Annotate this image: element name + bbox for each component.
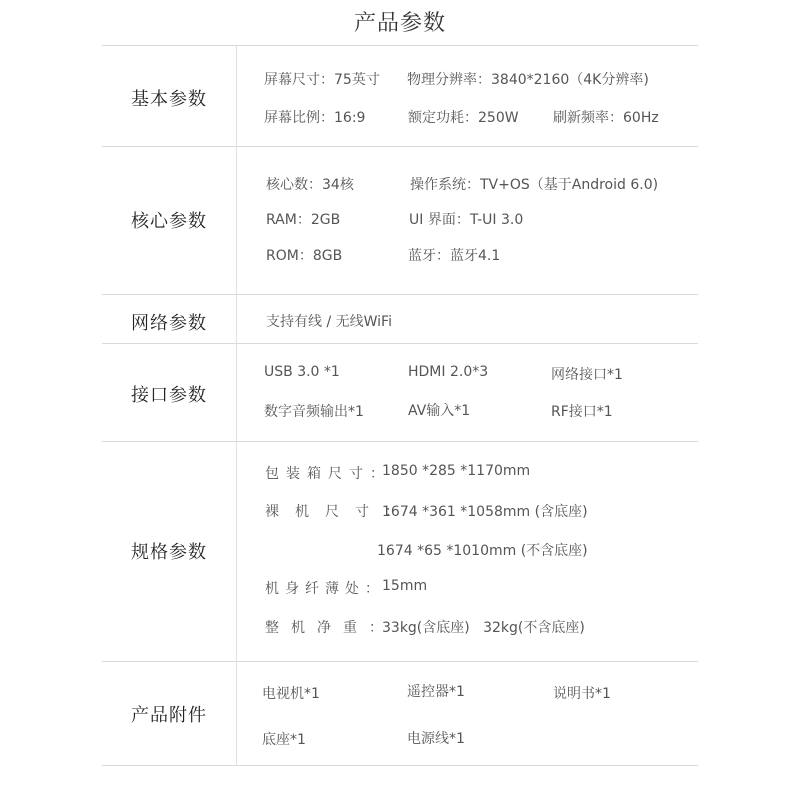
spec-bare-label: 裸机尺寸： [265,504,415,520]
divider [102,661,698,662]
section-label-ports: 接口参数 [131,385,207,406]
spec-ui: UI 界面：T-UI 3.0 [409,212,524,228]
spec-ram: RAM：2GB [266,212,341,228]
section-label-core: 核心参数 [131,211,207,232]
spec-port-audio: 数字音频输出*1 [264,404,364,420]
divider [102,441,698,442]
spec-os: 操作系统：TV+OS（基于Android 6.0) [410,177,659,193]
accessory-remote: 遥控器*1 [407,684,465,700]
column-divider [236,45,237,765]
spec-thin-value: 15mm [382,578,428,594]
divider [102,765,698,766]
accessory-manual: 说明书*1 [553,686,611,702]
spec-network: 支持有线 / 无线WiFi [266,314,392,330]
spec-weight-label: 整机净重： [265,620,395,636]
spec-bluetooth: 蓝牙：蓝牙4.1 [408,248,501,264]
page-title: 产品参数 [353,11,446,36]
accessory-tv: 电视机*1 [262,686,320,702]
spec-screen-size: 屏幕尺寸：75英寸 [264,72,380,88]
spec-package-value: 1850 *285 *1170mm [382,463,531,479]
section-label-specs: 规格参数 [131,542,207,563]
spec-bare-without-base: 1674 *65 *1010mm (不含底座) [377,543,588,559]
divider [102,343,698,344]
spec-port-usb: USB 3.0 *1 [264,364,340,380]
spec-port-network: 网络接口*1 [551,367,623,383]
section-label-accessories: 产品附件 [131,705,207,726]
spec-power: 额定功耗：250W [408,110,519,126]
spec-port-rf: RF接口*1 [551,404,613,420]
spec-refresh-rate: 刷新频率：60Hz [553,110,659,126]
accessory-power-cable: 电源线*1 [407,731,465,747]
section-label-basic: 基本参数 [131,89,207,110]
spec-bare-with-base: 1674 *361 *1058mm (含底座) [382,504,588,520]
spec-resolution: 物理分辨率：3840*2160（4K分辨率) [407,72,649,88]
spec-thin-label: 机身纤薄处： [265,581,385,597]
spec-rom: ROM：8GB [266,248,343,264]
section-label-network: 网络参数 [131,313,207,334]
spec-aspect-ratio: 屏幕比例：16:9 [264,110,366,126]
spec-cores: 核心数：34核 [266,177,354,193]
spec-weight-value: 33kg(含底座) 32kg(不含底座) [382,620,585,636]
spec-port-av: AV输入*1 [408,403,471,419]
spec-package-label: 包装箱尺寸： [265,466,391,482]
divider [102,45,698,46]
accessory-base: 底座*1 [262,732,306,748]
divider [102,294,698,295]
spec-port-hdmi: HDMI 2.0*3 [408,364,489,380]
divider [102,146,698,147]
